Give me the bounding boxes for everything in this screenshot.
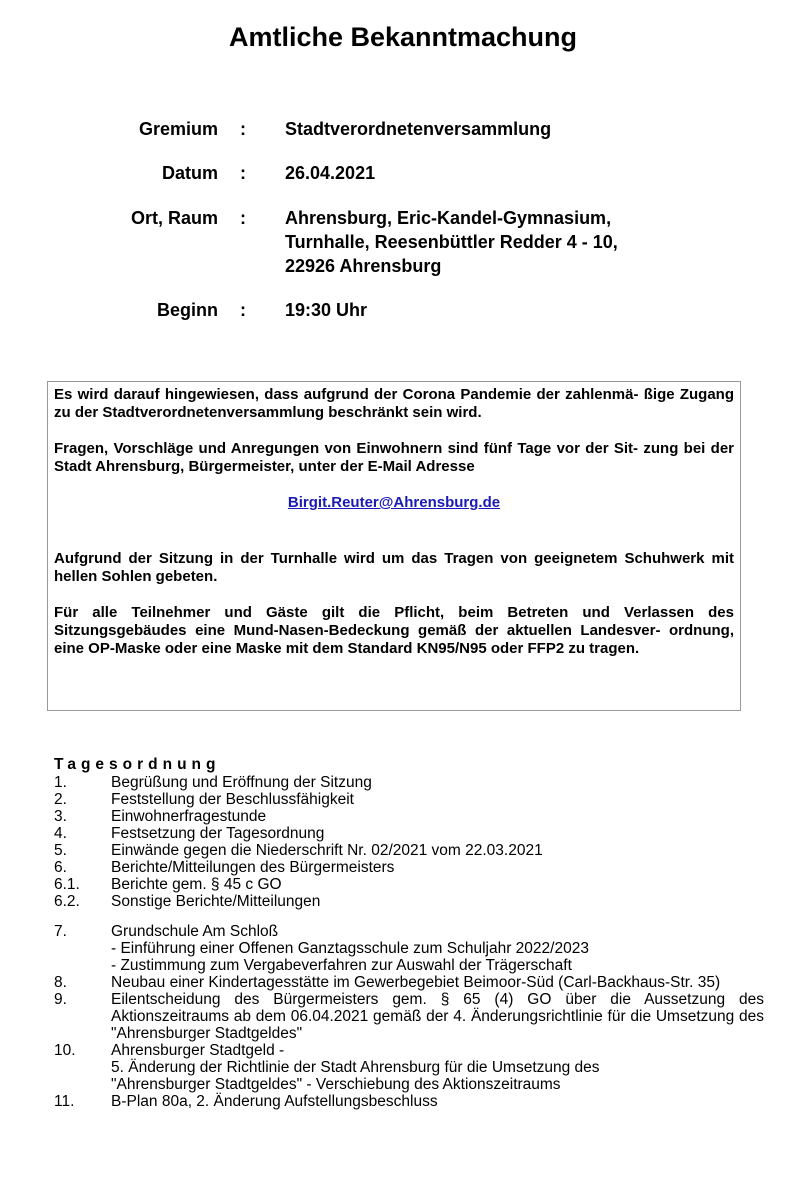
- page-title: Amtliche Bekanntmachung: [228, 22, 578, 52]
- gremium-value: Stadtverordnetenversammlung: [285, 119, 552, 139]
- agenda-item-number: 6.2.: [54, 893, 80, 910]
- datum-colon: :: [240, 163, 246, 183]
- agenda-item-number: 3.: [54, 808, 67, 825]
- notice-email-line: [54, 494, 734, 512]
- agenda-item-number: 10.: [54, 1042, 76, 1059]
- agenda-item-text: Neubau einer Kindertagesstätte im Gewerbegebiet Beimoor-Süd (Carl-Backhaus-Str. 35): [111, 974, 721, 991]
- agenda-item-text: Berichte gem. § 45 c GO: [111, 876, 282, 893]
- agenda-item: [54, 1042, 764, 1093]
- gremium-label: Gremium: [138, 119, 218, 139]
- notice-box: [47, 381, 741, 711]
- agenda-item: [54, 991, 764, 1042]
- agenda-item: [54, 825, 764, 842]
- ort-value: [285, 206, 618, 278]
- agenda-item-text: Sonstige Berichte/Mitteilungen: [111, 893, 321, 910]
- agenda-item-text: Festsetzung der Tagesordnung: [111, 825, 325, 842]
- agenda-item-number: 1.: [54, 774, 67, 791]
- agenda-item: [54, 808, 764, 825]
- agenda-item-number: 5.: [54, 842, 67, 859]
- gremium-colon: :: [240, 119, 246, 139]
- agenda-item-text: [111, 923, 764, 974]
- agenda-item: [54, 842, 764, 859]
- ort-line-1: Ahrensburg, Eric-Kandel-Gymnasium,: [285, 208, 612, 228]
- agenda-item-number: 6.: [54, 859, 67, 876]
- notice-masks: Für alle Teilnehmer und Gäste gilt die Pflicht, beim Betreten und Verlassen des Sitzungsgebäudes eine Mund-Nasen-Bedeckung gemäß der aktuellen Landesver- ordnung, eine OP-Maske oder eine Maske mit dem Standard KN95/N95 oder FFP2 zu tragen.: [54, 604, 734, 657]
- agenda-item-line: Grundschule Am Schloß: [111, 923, 279, 940]
- notice-shoes: Aufgrund der Sitzung in der Turnhalle wird um das Tragen von geeignetem Schuhwerk mit hellen Sohlen gebeten.: [54, 550, 734, 585]
- agenda-item-text: Berichte/Mitteilungen des Bürgermeisters: [111, 859, 395, 876]
- agenda-item-text: Eilentscheidung des Bürgermeisters gem. § 65 (4) GO über die Aussetzung des Aktionszeitraums ab dem 06.04.2021 gemäß der 4. Änderungsrichtlinie für die Umsetzung des "Ahrensburger Stadtgeldes": [111, 991, 764, 1042]
- agenda-item: [54, 893, 764, 910]
- ort-label: Ort, Raum: [130, 208, 218, 228]
- agenda-item-text: Einwände gegen die Niederschrift Nr. 02/2021 vom 22.03.2021: [111, 842, 543, 859]
- notice-capacity: Es wird darauf hingewiesen, dass aufgrund der Corona Pandemie der zahlenmä- ßige Zugang zu der Stadtverordnetenversammlung beschränkt sein wird.: [54, 386, 734, 421]
- agenda-item-number: 11.: [54, 1093, 75, 1110]
- beginn-colon: :: [240, 300, 246, 320]
- beginn-value: 19:30 Uhr: [285, 300, 368, 320]
- ort-line-3: 22926 Ahrensburg: [285, 256, 442, 276]
- agenda-item: [54, 974, 764, 991]
- agenda-spacer: [54, 910, 764, 923]
- agenda-item-line: Ahrensburger Stadtgeld -: [111, 1042, 285, 1059]
- agenda-item: [54, 859, 764, 876]
- agenda-item: [54, 876, 764, 893]
- agenda-item-text: Begrüßung und Eröffnung der Sitzung: [111, 774, 372, 791]
- agenda-item-line: - Zustimmung zum Vergabeverfahren zur Auswahl der Trägerschaft: [111, 957, 572, 974]
- agenda-item: [54, 791, 764, 808]
- agenda-item: [54, 923, 764, 974]
- agenda-item: [54, 1093, 764, 1110]
- notice-questions: Fragen, Vorschläge und Anregungen von Einwohnern sind fünf Tage vor der Sit- zung bei der Stadt Ahrensburg, Bürgermeister, unter der E-Mail Adresse: [54, 440, 734, 475]
- datum-value: 26.04.2021: [285, 163, 376, 183]
- datum-label: Datum: [161, 163, 218, 183]
- ort-colon: :: [240, 208, 246, 228]
- agenda-item-line: 5. Änderung der Richtlinie der Stadt Ahrensburg für die Umsetzung des: [111, 1059, 600, 1076]
- agenda-item-text: Feststellung der Beschlussfähigkeit: [111, 791, 354, 808]
- ort-line-2: Turnhalle, Reesenbüttler Redder 4 - 10,: [285, 232, 618, 252]
- agenda-item-number: 4.: [54, 825, 67, 842]
- agenda-item-number: 2.: [54, 791, 67, 808]
- email-link[interactable]: Birgit.Reuter@Ahrensburg.de: [287, 494, 501, 511]
- agenda-item-text: B-Plan 80a, 2. Änderung Aufstellungsbeschluss: [111, 1093, 438, 1110]
- agenda: [54, 756, 764, 1110]
- agenda-item-text: Einwohnerfragestunde: [111, 808, 267, 825]
- agenda-item-number: 6.1.: [54, 876, 80, 893]
- agenda-item-text: [111, 1042, 764, 1093]
- agenda-item: [54, 774, 764, 791]
- agenda-item-line: "Ahrensburger Stadtgeldes" - Verschiebung des Aktionszeitraums: [111, 1076, 561, 1093]
- agenda-item-number: 9.: [54, 991, 67, 1008]
- agenda-item-number: 8.: [54, 974, 67, 991]
- agenda-heading: Tagesordnung: [54, 756, 221, 773]
- agenda-item-number: 7.: [54, 923, 67, 940]
- agenda-item-line: - Einführung einer Offenen Ganztagsschule zum Schuljahr 2022/2023: [111, 940, 589, 957]
- beginn-label: Beginn: [157, 300, 218, 320]
